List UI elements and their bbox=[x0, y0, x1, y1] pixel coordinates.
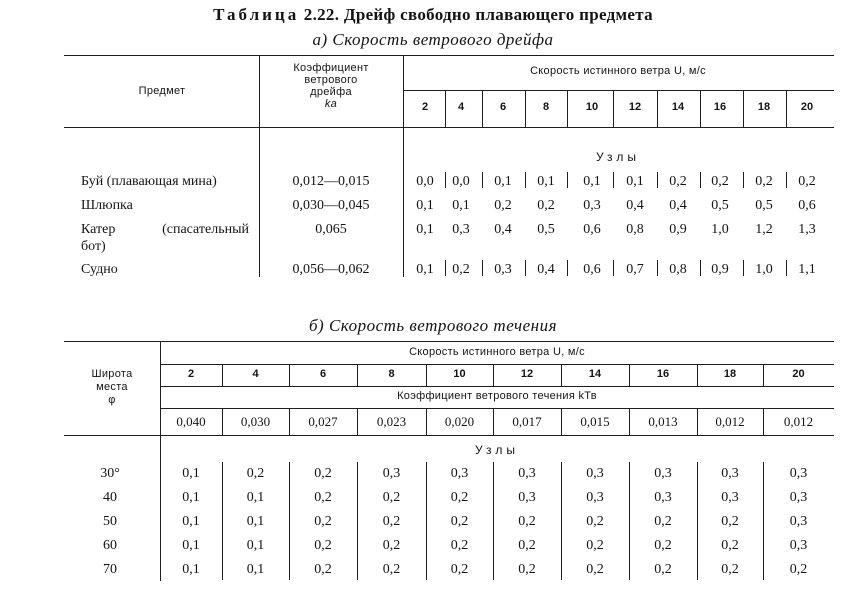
table-a-header-bottom-rule bbox=[64, 127, 834, 128]
current-coef: 0,017 bbox=[512, 414, 542, 429]
value-divider bbox=[613, 260, 614, 276]
drift-value: 0,6 bbox=[583, 262, 601, 277]
current-value: 0,1 bbox=[182, 562, 200, 577]
coef-cell-divider bbox=[426, 408, 427, 435]
part-b-subtitle: б) Скорость ветрового течения bbox=[308, 316, 558, 335]
drift-value: 0,1 bbox=[583, 174, 601, 189]
wind-cell-divider bbox=[613, 90, 614, 127]
drift-value: 1,3 bbox=[798, 222, 816, 237]
wind-cell-divider bbox=[426, 364, 427, 386]
current-value: 0,2 bbox=[518, 538, 536, 553]
value-divider bbox=[445, 172, 446, 188]
drift-value: 0,1 bbox=[416, 222, 434, 237]
coef-cell-divider bbox=[493, 408, 494, 435]
coef-value: 0,030—0,045 bbox=[292, 198, 370, 213]
current-value: 0,3 bbox=[586, 490, 604, 505]
drift-value: 0,2 bbox=[798, 174, 816, 189]
current-value: 0,2 bbox=[654, 538, 672, 553]
value-divider bbox=[613, 172, 614, 188]
drift-value: 0,9 bbox=[711, 262, 729, 277]
drift-value: 0,2 bbox=[494, 198, 512, 213]
value-divider bbox=[743, 172, 744, 188]
wind-speed-header: 14 bbox=[588, 368, 602, 380]
drift-value: 1,1 bbox=[798, 262, 816, 277]
header-coef-line: дрейфа bbox=[310, 86, 352, 98]
current-value: 0,1 bbox=[182, 466, 200, 481]
current-value: 0,3 bbox=[654, 466, 672, 481]
drift-value: 0,2 bbox=[711, 174, 729, 189]
current-value: 0,2 bbox=[246, 466, 265, 481]
current-value: 0,2 bbox=[721, 514, 739, 529]
drift-value: 0,1 bbox=[416, 198, 434, 213]
wind-cell-divider bbox=[222, 364, 223, 386]
object-name: Судно bbox=[81, 262, 118, 277]
latitude-value: 60 bbox=[103, 538, 117, 553]
current-value: 0,2 bbox=[586, 562, 604, 577]
value-divider bbox=[567, 260, 568, 276]
drift-value: 1,0 bbox=[755, 262, 773, 277]
wind-speed-header: 12 bbox=[520, 368, 534, 380]
value-divider bbox=[697, 462, 698, 580]
wind-speed-header: 4 bbox=[457, 101, 465, 113]
table-title bbox=[0, 5, 866, 25]
current-value: 0,3 bbox=[721, 466, 739, 481]
latitude-value: 50 bbox=[103, 514, 117, 529]
wind-cell-divider bbox=[743, 90, 744, 127]
value-divider bbox=[222, 462, 223, 580]
wind-cell-divider bbox=[445, 90, 446, 127]
current-value: 0,2 bbox=[654, 514, 672, 529]
header-coef-line: Коэффициент bbox=[293, 62, 369, 74]
drift-value: 0,1 bbox=[537, 174, 555, 189]
wind-speed-header: 18 bbox=[723, 368, 737, 380]
wind-cell-divider bbox=[567, 90, 568, 127]
drift-value: 0,1 bbox=[452, 198, 470, 213]
table-a-divider bbox=[403, 55, 404, 127]
current-value: 0,2 bbox=[382, 514, 401, 529]
current-value: 0,2 bbox=[382, 538, 401, 553]
current-value: 0,2 bbox=[314, 562, 332, 577]
value-divider bbox=[357, 462, 358, 580]
current-value: 0,2 bbox=[382, 490, 401, 505]
wind-speed-header: 20 bbox=[800, 101, 814, 113]
wind-speed-header: 2 bbox=[421, 101, 429, 113]
current-coef: 0,023 bbox=[376, 414, 407, 429]
value-divider bbox=[786, 260, 787, 276]
current-value: 0,1 bbox=[246, 514, 265, 529]
value-divider bbox=[567, 172, 568, 188]
wind-speed-header: 4 bbox=[252, 368, 259, 380]
coef-cell-divider bbox=[697, 408, 698, 435]
current-value: 0,1 bbox=[246, 490, 265, 505]
current-coef: 0,027 bbox=[308, 414, 338, 429]
header-lat-line: Широта bbox=[91, 368, 133, 380]
drift-value: 0,3 bbox=[583, 198, 601, 213]
wind-cell-divider bbox=[697, 364, 698, 386]
current-value: 0,2 bbox=[314, 490, 332, 505]
table-title-rest: 2.22. Дрейф свободно плавающего предмета bbox=[303, 5, 653, 24]
value-divider bbox=[700, 172, 701, 188]
current-value: 0,2 bbox=[450, 490, 469, 505]
wind-speed-header: 14 bbox=[671, 101, 685, 113]
table-b-divider bbox=[160, 341, 161, 581]
wind-speed-header: 20 bbox=[792, 368, 805, 380]
current-value: 0,3 bbox=[789, 490, 808, 505]
latitude-value: 70 bbox=[103, 562, 117, 577]
table-b-rule bbox=[160, 408, 834, 409]
part-a-subtitle: а) Скорость ветрового дрейфа bbox=[312, 30, 554, 49]
drift-value: 0,6 bbox=[798, 198, 816, 213]
value-divider bbox=[445, 260, 446, 276]
current-value: 0,2 bbox=[721, 562, 739, 577]
value-divider bbox=[426, 462, 427, 580]
value-divider bbox=[493, 462, 494, 580]
current-value: 0,1 bbox=[246, 562, 265, 577]
header-wind-speed: Скорость истинного ветра U, м/с bbox=[409, 346, 585, 358]
current-value: 0,1 bbox=[246, 538, 265, 553]
current-coef: 0,013 bbox=[648, 414, 678, 429]
drift-value: 0,1 bbox=[416, 262, 434, 277]
table-a-top-rule bbox=[64, 55, 834, 56]
header-latitude bbox=[91, 368, 132, 407]
value-divider bbox=[525, 260, 526, 276]
current-coef: 0,040 bbox=[176, 414, 206, 429]
current-value: 0,2 bbox=[450, 538, 469, 553]
coef-cell-divider bbox=[222, 408, 223, 435]
units-label: Узлы bbox=[475, 443, 519, 457]
wind-cell-divider bbox=[482, 90, 483, 127]
drift-value: 0,2 bbox=[537, 198, 555, 213]
coef-cell-divider bbox=[357, 408, 358, 435]
value-divider bbox=[525, 172, 526, 188]
drift-value: 0,4 bbox=[537, 262, 555, 277]
drift-value: 0,4 bbox=[494, 222, 512, 237]
coef-cell-divider bbox=[561, 408, 562, 435]
drift-value: 0,9 bbox=[669, 222, 687, 237]
header-wind-speed: Скорость истинного ветра U, м/с bbox=[530, 65, 706, 77]
table-title-lead: Таблица bbox=[213, 5, 300, 24]
drift-value: 0,5 bbox=[755, 198, 773, 213]
current-value: 0,1 bbox=[182, 514, 200, 529]
current-value: 0,2 bbox=[450, 562, 469, 577]
coef-cell-divider bbox=[289, 408, 290, 435]
header-coef-symbol: kа bbox=[324, 98, 338, 110]
value-divider bbox=[657, 172, 658, 188]
current-value: 0,2 bbox=[450, 514, 469, 529]
wind-cell-divider bbox=[763, 364, 764, 386]
wind-speed-header: 6 bbox=[499, 101, 507, 113]
table-a-header-split-rule bbox=[403, 90, 834, 91]
current-value: 0,2 bbox=[314, 538, 332, 553]
current-value: 0,2 bbox=[586, 514, 604, 529]
current-value: 0,2 bbox=[721, 538, 739, 553]
current-value: 0,2 bbox=[382, 562, 401, 577]
value-divider bbox=[482, 260, 483, 276]
drift-value: 1,0 bbox=[711, 222, 729, 237]
current-value: 0,3 bbox=[518, 466, 536, 481]
object-name: Буй (плавающая мина) bbox=[81, 174, 217, 189]
drift-value: 0,4 bbox=[669, 198, 687, 213]
table-b-rule bbox=[160, 386, 834, 387]
value-divider bbox=[561, 462, 562, 580]
current-value: 0,2 bbox=[789, 562, 808, 577]
header-lat-line: места bbox=[96, 381, 128, 393]
wind-cell-divider bbox=[786, 90, 787, 127]
wind-cell-divider bbox=[289, 364, 290, 386]
drift-value: 0,2 bbox=[452, 262, 470, 277]
current-value: 0,3 bbox=[789, 514, 808, 529]
wind-speed-header: 8 bbox=[388, 368, 395, 380]
current-coef: 0,012 bbox=[715, 414, 745, 429]
coef-value: 0,056—0,062 bbox=[292, 262, 370, 277]
coef-value: 0,065 bbox=[315, 222, 347, 237]
value-divider bbox=[763, 462, 764, 580]
table-a-divider bbox=[259, 55, 260, 127]
drift-value: 0,1 bbox=[626, 174, 644, 189]
drift-value: 0,0 bbox=[416, 174, 434, 189]
value-divider bbox=[629, 462, 630, 580]
object-name: Шлюпка bbox=[81, 198, 133, 213]
wind-speed-header: 8 bbox=[542, 101, 550, 113]
drift-value: 0,6 bbox=[583, 222, 601, 237]
current-value: 0,2 bbox=[314, 466, 332, 481]
current-coef: 0,020 bbox=[444, 414, 475, 429]
drift-value: 0,5 bbox=[537, 222, 555, 237]
table-b-rule bbox=[160, 364, 834, 365]
drift-value: 0,5 bbox=[711, 198, 729, 213]
current-value: 0,2 bbox=[586, 538, 604, 553]
drift-value: 0,3 bbox=[452, 222, 470, 237]
units-label: Узлы bbox=[596, 150, 640, 164]
value-divider bbox=[700, 260, 701, 276]
value-divider bbox=[657, 260, 658, 276]
current-value: 0,2 bbox=[518, 514, 536, 529]
header-coef: Коэффициент ветрового течения kТв bbox=[397, 390, 597, 402]
current-value: 0,3 bbox=[382, 466, 401, 481]
drift-value: 0,8 bbox=[669, 262, 687, 277]
wind-cell-divider bbox=[493, 364, 494, 386]
wind-speed-header: 10 bbox=[453, 368, 466, 380]
coef-value: 0,012—0,015 bbox=[292, 174, 370, 189]
wind-speed-header: 12 bbox=[628, 101, 642, 113]
wind-cell-divider bbox=[357, 364, 358, 386]
current-value: 0,1 bbox=[182, 490, 200, 505]
drift-value: 0,4 bbox=[626, 198, 644, 213]
wind-speed-header: 16 bbox=[713, 101, 727, 113]
drift-value: 0,1 bbox=[494, 174, 512, 189]
coef-cell-divider bbox=[629, 408, 630, 435]
value-divider bbox=[743, 260, 744, 276]
current-value: 0,3 bbox=[789, 538, 808, 553]
current-value: 0,3 bbox=[721, 490, 739, 505]
current-value: 0,3 bbox=[586, 466, 604, 481]
table-a-divider bbox=[403, 127, 404, 277]
current-value: 0,2 bbox=[314, 514, 332, 529]
table-a-divider bbox=[259, 127, 260, 277]
wind-cell-divider bbox=[700, 90, 701, 127]
value-divider bbox=[786, 172, 787, 188]
coef-cell-divider bbox=[763, 408, 764, 435]
current-coef: 0,015 bbox=[580, 414, 610, 429]
table-b-header-bottom-rule bbox=[64, 435, 834, 436]
wind-speed-header: 18 bbox=[757, 101, 771, 113]
drift-value: 0,8 bbox=[626, 222, 644, 237]
drift-value: 0,2 bbox=[755, 174, 773, 189]
drift-value: 0,7 bbox=[626, 262, 644, 277]
current-value: 0,3 bbox=[789, 466, 808, 481]
wind-cell-divider bbox=[657, 90, 658, 127]
wind-cell-divider bbox=[629, 364, 630, 386]
current-coef: 0,012 bbox=[783, 414, 814, 429]
wind-speed-header: 10 bbox=[585, 101, 599, 113]
header-coef bbox=[293, 62, 368, 110]
current-value: 0,3 bbox=[450, 466, 469, 481]
wind-speed-header: 16 bbox=[656, 368, 670, 380]
value-divider bbox=[482, 172, 483, 188]
current-value: 0,3 bbox=[654, 490, 672, 505]
object-name-cont: бот) bbox=[81, 239, 106, 254]
drift-value: 1,2 bbox=[755, 222, 773, 237]
current-value: 0,2 bbox=[518, 562, 536, 577]
wind-speed-header: 2 bbox=[187, 368, 195, 380]
object-name: Катер (спасательный bbox=[81, 222, 249, 237]
current-value: 0,2 bbox=[654, 562, 672, 577]
current-value: 0,1 bbox=[182, 538, 200, 553]
value-divider bbox=[289, 462, 290, 580]
header-lat-line: φ bbox=[108, 394, 116, 406]
header-coef-line: ветрового bbox=[304, 74, 358, 86]
current-value: 0,3 bbox=[518, 490, 536, 505]
header-object: Предмет bbox=[138, 85, 186, 97]
wind-cell-divider bbox=[525, 90, 526, 127]
latitude-value: 40 bbox=[103, 490, 117, 505]
wind-cell-divider bbox=[561, 364, 562, 386]
latitude-value: 30° bbox=[100, 466, 120, 481]
table-b-top-rule bbox=[64, 341, 834, 342]
wind-speed-header: 6 bbox=[319, 368, 327, 380]
current-coef: 0,030 bbox=[240, 414, 271, 429]
drift-value: 0,3 bbox=[494, 262, 512, 277]
drift-value: 0,0 bbox=[452, 174, 470, 189]
drift-value: 0,2 bbox=[669, 174, 687, 189]
